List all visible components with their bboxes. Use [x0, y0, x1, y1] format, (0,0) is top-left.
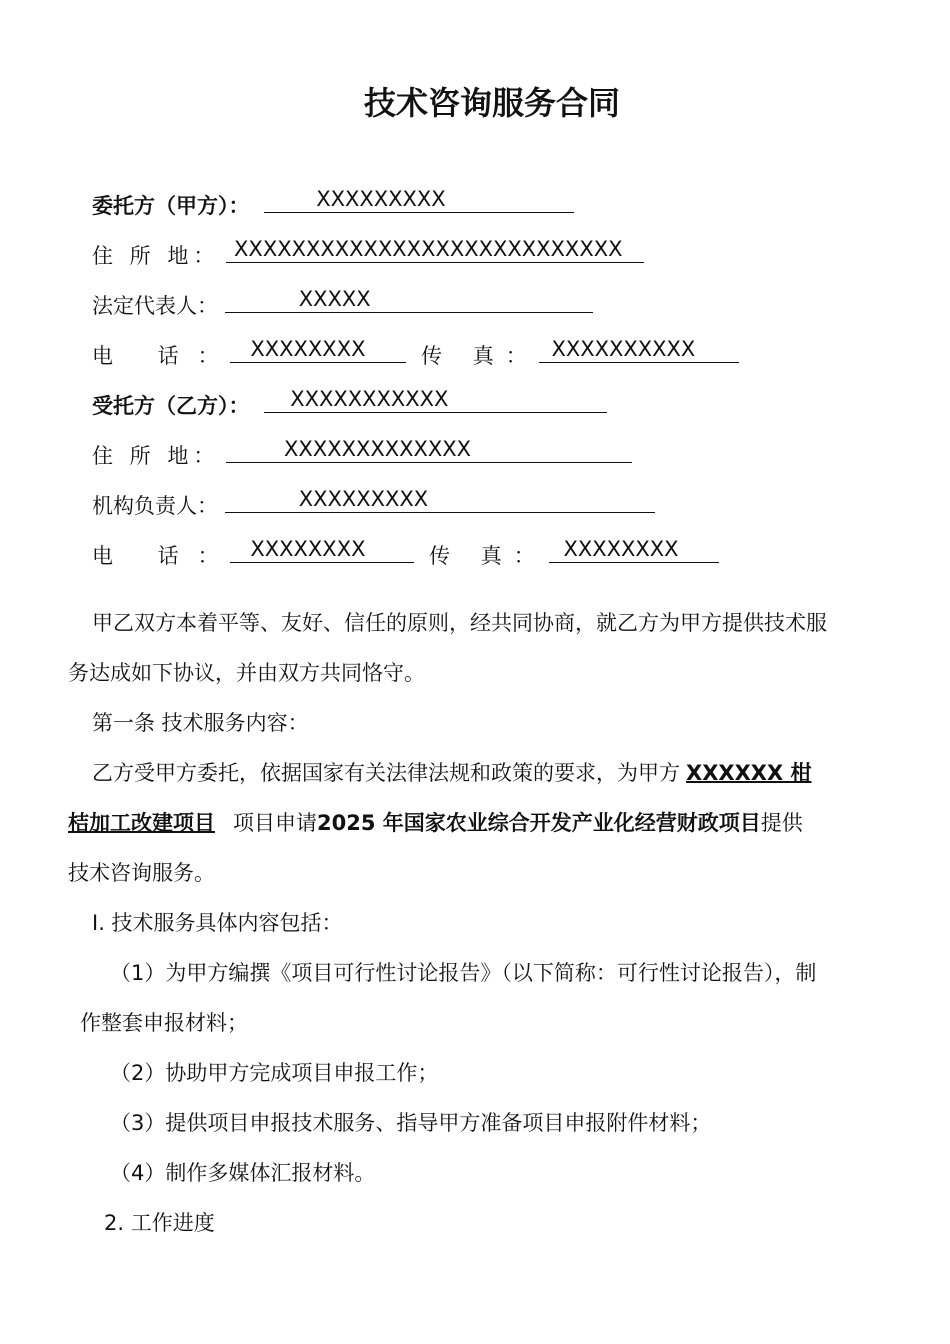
article-1-line-3: 技术咨询服务。 [68, 861, 215, 885]
party-a-rep-row [92, 286, 593, 316]
item-3: （3）提供项目申报技术服务、指导甲方准备项目申报附件材料； [110, 1111, 712, 1135]
project-name-part-2: 桔加工改建项目 [68, 811, 215, 835]
party-b-phone-field [230, 536, 414, 563]
intro-line-2: 务达成如下协议，并由双方共同恪守。 [68, 661, 425, 685]
article-1-line-1-prefix: 乙方受甲方委托，依据国家有关法律法规和政策的要求，为甲方 [92, 761, 680, 785]
party-b-phone: XXXXXXXX [250, 537, 366, 561]
party-a-rep: XXXXX [298, 287, 371, 311]
section-1-title: I. 技术服务具体内容包括： [92, 911, 343, 935]
party-a-name: XXXXXXXXX [316, 187, 446, 211]
party-a-fax: XXXXXXXXXX [551, 337, 696, 361]
article-1-line-1 [92, 758, 811, 788]
article-1-line-2-mid: 项目申请 [233, 811, 317, 835]
party-b-label: 受托方（乙方）： [92, 394, 250, 418]
project-name-part-1: XXXXXX 柑 [686, 761, 812, 785]
party-b-fax-field [549, 536, 719, 563]
party-b-name: XXXXXXXXXXX [290, 387, 449, 411]
party-a-address-label: 住 所 地： [92, 244, 220, 268]
intro-line-1: 甲乙双方本着平等、友好、信任的原则，经共同协商，就乙方为甲方提供技术服 [92, 611, 827, 635]
page-title: 技术咨询服务合同 [363, 84, 620, 122]
project-name-underline-pad [215, 808, 229, 838]
party-a-phone-label: 电 话： [92, 344, 238, 368]
item-1-line-2: 作整套申报材料； [80, 1011, 248, 1035]
party-b-rep-field [225, 486, 655, 513]
party-b-fax: XXXXXXXX [563, 537, 679, 561]
party-b-fax-label: 传 真： [429, 544, 547, 568]
article-1-line-2-suffix: 提供 [760, 811, 803, 835]
party-a-name-field [264, 186, 574, 213]
article-1-title: 第一条 技术服务内容： [92, 711, 309, 735]
party-b-address-label: 住 所 地： [92, 444, 220, 468]
party-a-phone: XXXXXXXX [250, 337, 366, 361]
party-a-address: XXXXXXXXXXXXXXXXXXXXXXXXXXX [234, 237, 623, 261]
party-a-rep-label: 法定代表人： [92, 294, 218, 318]
party-a-fax-label: 传 真： [421, 344, 539, 368]
party-a-address-field [226, 236, 644, 263]
party-b-phone-label: 电 话： [92, 544, 238, 568]
party-a-contact-row [92, 336, 739, 366]
party-a-row [92, 186, 574, 216]
party-b-contact-row [92, 536, 719, 566]
program-name: 2025 年国家农业综合开发产业化经营财政项目 [317, 811, 761, 835]
party-b-rep: XXXXXXXXX [298, 487, 429, 511]
party-a-phone-field [230, 336, 406, 363]
party-a-address-row [92, 236, 644, 266]
item-1-line-1: （1）为甲方编撰《项目可行性讨论报告》（以下简称：可行性讨论报告），制 [110, 961, 817, 985]
party-b-name-field [264, 386, 607, 413]
party-b-row [92, 386, 607, 416]
party-b-address: XXXXXXXXXXXXX [284, 437, 472, 461]
party-b-rep-label: 机构负责人： [92, 494, 218, 518]
party-a-rep-field [225, 286, 593, 313]
party-b-address-field [226, 436, 632, 463]
article-1-line-2 [68, 808, 803, 838]
party-a-label: 委托方（甲方）： [92, 194, 250, 218]
item-2: （2）协助甲方完成项目申报工作； [110, 1061, 439, 1085]
section-2-title: 2. 工作进度 [104, 1211, 215, 1235]
item-4: （4）制作多媒体汇报材料。 [110, 1161, 376, 1185]
party-b-address-row [92, 436, 632, 466]
party-a-fax-field [539, 336, 739, 363]
party-b-rep-row [92, 486, 655, 516]
